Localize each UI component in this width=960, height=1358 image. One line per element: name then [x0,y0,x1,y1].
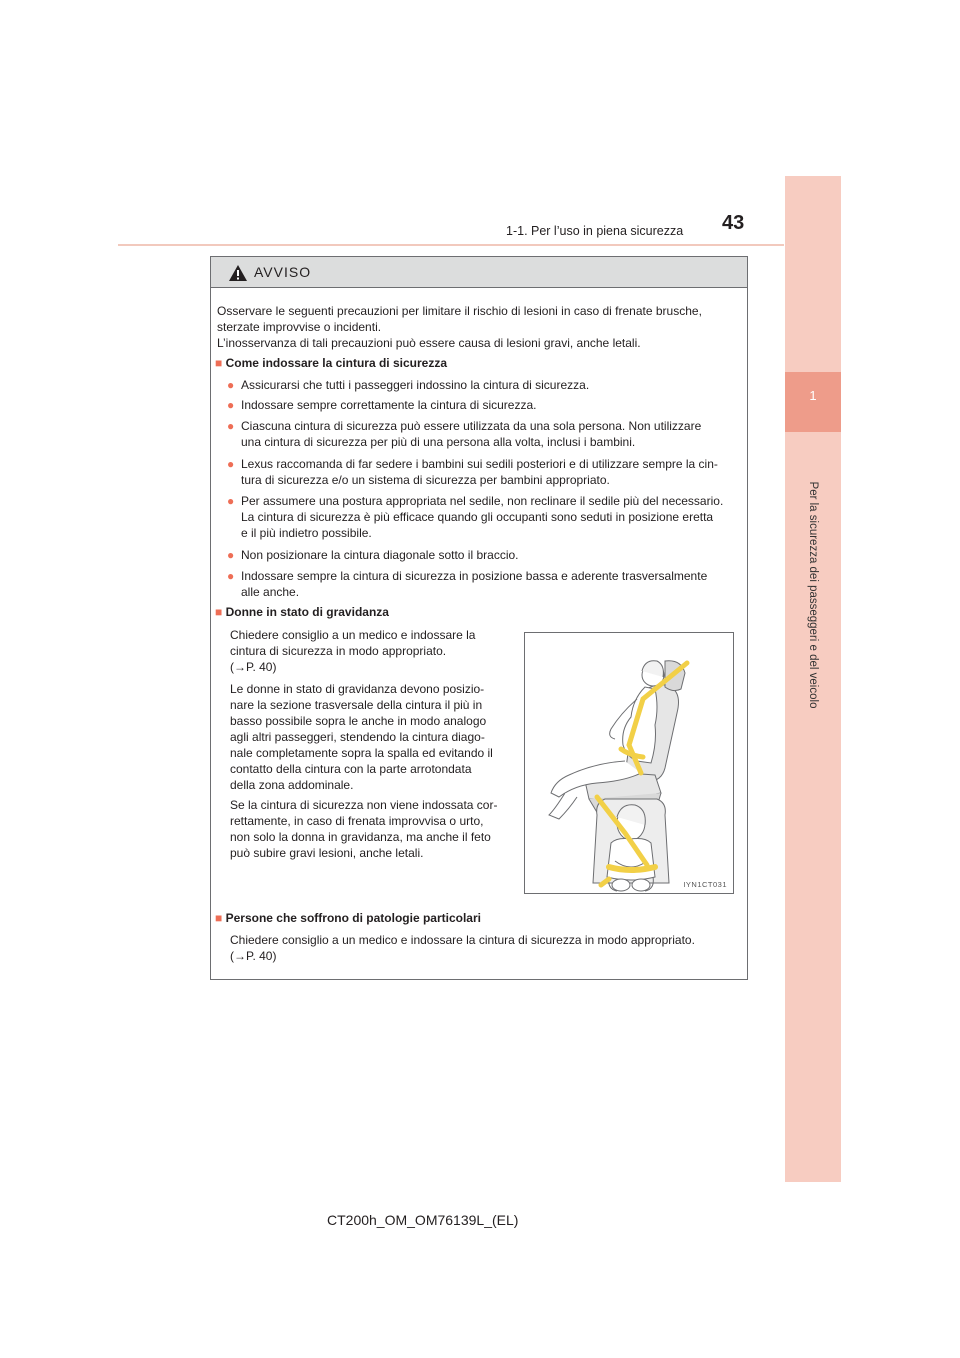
section-heading: ■ Come indossare la cintura di sicurezza [215,356,448,370]
square-bullet-icon: ■ [215,356,223,370]
bullet-item: Ciascuna cintura di sicurezza può essere utilizzata da una sola persona. Non utilizzare una cintura di sicurezza per più di una persona alla volta, inclusi i bambini. [241,419,702,449]
bullet-icon: ● [227,548,235,562]
intro-line: Osservare le seguenti precauzioni per limitare il rischio di lesioni in caso di frenate brusche, [217,304,702,318]
warning-header [211,257,747,288]
paragraph: Chiedere consiglio a un medico e indossare la cintura di sicurezza in modo appropriato. (→P. 40) [230,933,695,963]
bullet-item: Indossare sempre correttamente la cintura di sicurezza. [241,398,537,412]
header-divider [118,244,784,246]
square-bullet-icon: ■ [215,605,223,619]
warning-title: AVVISO [254,264,312,280]
page-number: 43 [722,212,745,234]
pregnant-seatbelt-illustration [524,632,734,894]
bullet-icon: ● [227,398,235,412]
bullet-icon: ● [227,419,235,433]
bullet-item: Non posizionare la cintura diagonale sotto il braccio. [241,548,519,562]
warning-triangle-icon [228,264,248,282]
bullet-item: Lexus raccomanda di far sedere i bambini sui sedili posteriori e di utilizzare sempre la cin- tura di sicurezza e/o un sistema di sicurezza per bambini appropriato. [241,457,718,487]
warning-intro [217,303,743,351]
section-heading: ■ Persone che soffrono di patologie particolari [215,911,481,925]
section-heading: ■ Donne in stato di gravidanza [215,605,389,619]
intro-line: sterzate improvvise o incidenti. [217,320,382,334]
seatbelt-figure-drawing [525,633,733,893]
paragraph: Chiedere consiglio a un medico e indossare la cintura di sicurezza in modo appropriato. (→P. 40) [230,628,476,674]
bullet-icon: ● [227,494,235,508]
figure-code: IYN1CT031 [683,880,727,889]
section-title: 1-1. Per l’uso in piena sicurezza [506,224,684,238]
side-tab-label: Per la sicurezza dei passeggeri e del veicolo [807,481,819,709]
bullet-icon: ● [227,569,235,583]
paragraph: Se la cintura di sicurezza non viene indossata cor- rettamente, in caso di frenata improvvisa o urto, non solo la donna in gravidanza, ma anche il feto può subire gravi lesioni, anche letali. [230,798,498,860]
bullet-item: Per assumere una postura appropriata nel sedile, non reclinare il sedile più del necessario. La cintura di sicurezza è più efficace quando gli occupanti sono seduti in posizione eretta e il più indietro possibile. [241,494,724,540]
bullet-item: Assicurarsi che tutti i passeggeri indossino la cintura di sicurezza. [241,378,590,392]
paragraph: Le donne in stato di gravidanza devono posizio- nare la sezione trasversale della cintura il più in basso possibile sopra le anche in modo analogo agli altri passeggeri, stendendo la cintura diago- nale completamente sopra la spalla ed evitando il contatto della cintura con la parte arrotondata della zona addominale. [230,682,493,792]
side-tab-number: 1 [809,388,817,403]
intro-line: L’inosservanza di tali precauzioni può essere causa di lesioni gravi, anche letali. [217,336,641,350]
bullet-item: Indossare sempre la cintura di sicurezza in posizione bassa e aderente trasversalmente alle anche. [241,569,708,599]
document-code: CT200h_OM_OM76139L_(EL) [327,1212,519,1228]
bullet-icon: ● [227,457,235,471]
bullet-icon: ● [227,378,235,392]
square-bullet-icon: ■ [215,911,223,925]
